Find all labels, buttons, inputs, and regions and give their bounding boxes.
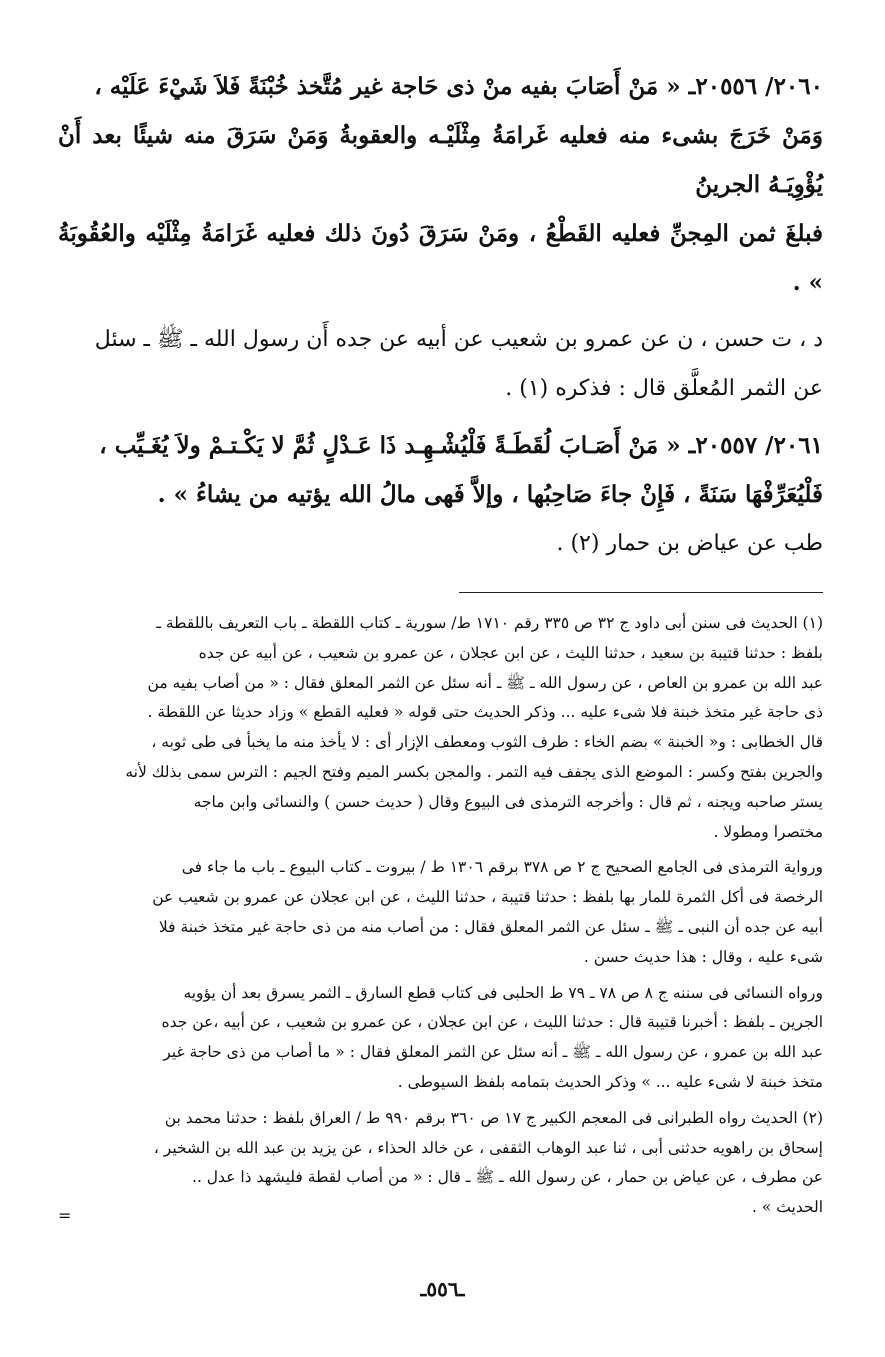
footnote-line: عبد الله بن عمرو ، عن رسول الله ـ ﷺ ـ أنه سئل عن الثمر المعلق فقال : « ما أصاب من ذى حاجة غير: [163, 1043, 823, 1062]
footnote-line: بلفظ : حدثنا قتيبة بن سعيد ، حدثنا الليث ، عن ابن عجلان ، عن عمرو بن شعيب ، عن أبيه عن جده: [198, 643, 823, 662]
footnotes-section: [58, 609, 823, 1223]
footnote-line: عن مطرف ، عن عياض بن حمار ، عن رسول الله ـ ﷺ ـ قال : « من أصاب لقطة فليشهد ذا عدل ..: [192, 1168, 823, 1187]
footnote-line: قال الخطابى : و« الخبنة » بضم الخاء : طرف الثوب ومعطف الإزار أى : لا يأخذ منه ما يخبأ فى طى ثوبه ،: [151, 733, 823, 752]
continuation-mark: =: [58, 1206, 72, 1225]
footnote-line: إسحاق بن راهويه حدثنى أبى ، ثنا عبد الوهاب الثقفى ، عن خالد الحذاء ، عن يزيد بن عبد الله بن الشخير ،: [153, 1138, 823, 1157]
hadith-source-line: عن الثمر المُعلَّق قال : فذكره (١) .: [505, 376, 823, 401]
hadith-line: فبلغَ ثمن المِجنِّ فعليه القَطْعُ ، ومَنْ سَرَقَ دُونَ ذلك فعليه غَرَامَةُ مِثْلَيْه والعُقُوبَةُ » .: [58, 220, 823, 296]
footnote-1: [58, 609, 823, 1098]
footnote-line: ورواه النسائى فى سننه ج ٨ ص ٧٨ ـ ٧٩ ط الحلبى فى كتاب قطع السارق ـ الثمر يسرق بعد أن يؤويه: [183, 983, 823, 1002]
footnote-line: يستر صاحبه ويجنه ، ثم قال : وأخرجه الترمذى فى البيوع وقال ( حديث حسن ) والنسائى وابن ماجه: [193, 792, 823, 811]
hadith-source-line: د ، ت حسن ، ن عن عمرو بن شعيب عن أبيه عن جده أَن رسول الله ـ ﷺ ـ سئل: [94, 327, 823, 352]
hadith-line: ٢٠٦٠/ ٢٠٥٥٦ـ « مَنْ أَصَابَ بفيه منْ ذى حَاجة غير مُتَّخذ خُبْنَةً فَلاَ شَيْءَ عَلَيْه ،: [94, 73, 823, 100]
footnote-line: الجرين ـ بلفظ : أخبرنا قتيبة قال : حدثنا الليث ، عن ابن عجلان ، عن عمرو بن شعيب ، عن أبيه ،عن جده: [161, 1013, 823, 1032]
footnote-line: مختصرا ومطولا .: [713, 822, 823, 841]
hadith-line: وَمَنْ خَرَجَ بشىء منه فعليه غَرامَةُ مِثْلَيْـه والعقوبةُ وَمَنْ سَرَقَ منه شيئًا بعد أَنْ يُؤْوِيَـهُ الجرينُ: [58, 122, 823, 198]
footnote-line: شىء عليه ، وقال : هذا حديث حسن .: [583, 947, 823, 966]
footnote-line: الرخصة فى أكل الثمرة للمار بها بلفظ : حدثنا قتيبة ، حدثنا الليث ، عن ابن عجلان عن عمرو بن شعيب عن: [152, 888, 823, 907]
hadith-section: [58, 62, 823, 568]
footnote-line: (٢) الحديث رواه الطبرانى فى المعجم الكبير ج ١٧ ص ٣٦٠ برقم ٩٩٠ ط / العراق بلفظ : حدثنا محمد بن: [164, 1108, 823, 1127]
hadith-2060: [58, 62, 823, 413]
footnote-line: متخذ خبنة لا شىء عليه ... » وذكر الحديث بتمامه بلفظ السيوطى .: [397, 1072, 823, 1091]
footnote-line: عبد الله بن عمرو بن العاص ، عن رسول الله ـ ﷺ ـ أنه سئل عن الثمر المعلق فقال : « من أصاب بفيه من: [147, 673, 823, 692]
hadith-line: ٢٠٦١/ ٢٠٥٥٧ـ « مَنْ أَصَـابَ لُقَطَـةً فَلْيُشْـهِـد ذَا عَـدْلٍ ثُمَّ لا يَكْـتـمْ ولاَ يُغَـيِّب ،: [99, 432, 823, 459]
footnote-line: ورواية الترمذى فى الجامع الصحيح ج ٢ ص ٣٧٨ برقم ١٣٠٦ ط / بيروت ـ كتاب البيوع ـ باب ما جاء فى: [181, 858, 823, 877]
footnote-line: ذى حاجة غير متخذ خبنة فلا شىء عليه ... وذكر الحديث حتى قوله « فعليه القطع » وزاد حديثا عن اللقطة .: [147, 703, 823, 722]
hadith-source-line: طب عن عياض بن حمار (٢) .: [556, 531, 823, 556]
footnote-separator: [459, 592, 823, 593]
page-number: ـ٥٥٦ـ: [420, 1277, 465, 1301]
footnote-line: والجرين بفتح وكسر : الموضع الذى يجفف فيه التمر . والمجن بكسر الميم وفتح الجيم : الترس سمى بذلك لأنه: [125, 762, 823, 781]
footnote-line: أبيه عن جده أن النبى ـ ﷺ ـ سئل عن الثمر المعلق فقال : من أصاب منه من ذى حاجة غير متخذ خبنة فلا: [158, 917, 823, 936]
footnote-line: الحديث » .: [752, 1198, 823, 1217]
footnote-2: [58, 1104, 823, 1223]
hadith-line: فَلْيُعَرِّفْهَا سَنَةً ، فَإِنْ جاءَ صَاحِبُها ، وإلاَّ فَهى مالُ الله يؤتيه من يشاءُ » .: [157, 481, 823, 508]
footnote-line: (١) الحديث فى سنن أبى داود ج ٣٢ ص ٣٣٥ رقم ١٧١٠ ط/ سورية ـ كتاب اللقطة ـ باب التعريف باللقطة ـ: [156, 614, 823, 632]
hadith-2061: [58, 421, 823, 568]
